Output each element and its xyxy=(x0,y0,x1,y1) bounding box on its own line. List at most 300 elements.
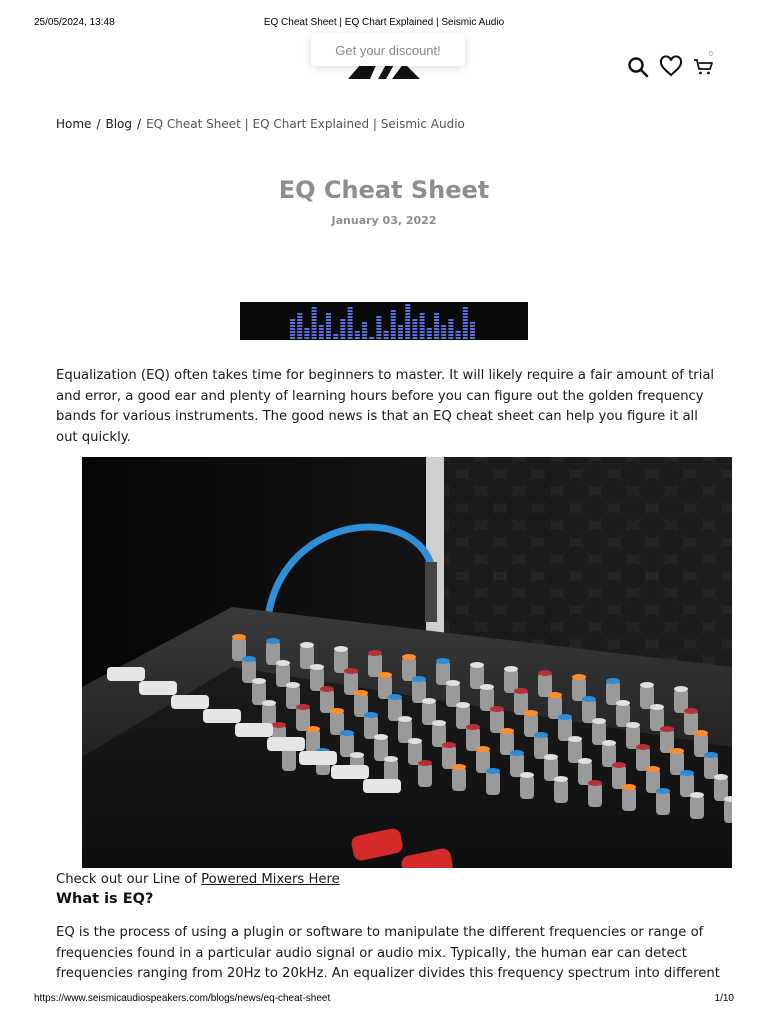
eq-bar-segment xyxy=(463,328,468,330)
eq-bar-segment xyxy=(362,334,367,336)
knob-cap xyxy=(368,650,382,656)
eq-bar-segment xyxy=(412,328,417,330)
knob-cap xyxy=(306,726,320,732)
eq-bar-segment xyxy=(470,325,475,327)
fader-cap xyxy=(331,765,369,779)
fader-cap xyxy=(299,751,337,765)
knob-cap xyxy=(242,656,256,662)
eq-bar-segment xyxy=(448,337,453,339)
eq-bar-segment xyxy=(355,337,360,339)
knob-cap xyxy=(344,668,358,674)
eq-bar-segment xyxy=(463,316,468,318)
article-date: January 03, 2022 xyxy=(331,214,437,227)
knob-cap xyxy=(466,724,480,730)
eq-bar-segment xyxy=(297,337,302,339)
knob-body xyxy=(622,787,636,811)
knob-cap xyxy=(384,756,398,762)
eq-bar-segment xyxy=(319,331,324,333)
eq-bar-segment xyxy=(463,337,468,339)
eq-bar-segment xyxy=(312,337,317,339)
eq-bar-segment xyxy=(434,316,439,318)
knob-cap xyxy=(646,766,660,772)
knob-cap xyxy=(296,704,310,710)
breadcrumb-separator: / xyxy=(137,117,142,131)
eq-bar-segment xyxy=(434,331,439,333)
eq-bar-segment xyxy=(319,334,324,336)
knob-cap xyxy=(276,660,290,666)
knob-cap xyxy=(418,760,432,766)
knob-cap xyxy=(684,708,698,714)
eq-bar-segment xyxy=(420,325,425,327)
eq-bar-segment xyxy=(290,337,295,339)
eq-bar-segment xyxy=(405,334,410,336)
knob-cap xyxy=(622,784,636,790)
knob-body xyxy=(418,763,432,787)
knob-cap xyxy=(656,788,670,794)
eq-bar-segment xyxy=(319,325,324,327)
eq-bar-segment xyxy=(420,328,425,330)
knob-cap xyxy=(442,742,456,748)
eq-bar-segment xyxy=(448,322,453,324)
eq-bar-segment xyxy=(434,328,439,330)
eq-bar-segment xyxy=(448,328,453,330)
knob-cap xyxy=(456,702,470,708)
section-body: EQ is the process of using a plugin or software to manipulate the different frequencies or range of frequencies found in a particular audio signal or audio mix. Typically, the human ear can detect frequencies ranging from 20Hz to 20kHz. An equalizer divides this frequency spectrum into different xyxy=(56,925,720,981)
knob-cap xyxy=(670,748,684,754)
eq-bar-segment xyxy=(463,325,468,327)
eq-bar-segment xyxy=(297,322,302,324)
knob-body xyxy=(554,779,568,803)
print-header xyxy=(0,17,768,33)
eq-bar-segment xyxy=(391,325,396,327)
eq-bar-segment xyxy=(333,337,338,339)
knob-cap xyxy=(432,720,446,726)
eq-bar-segment xyxy=(326,325,331,327)
eq-bar-segment xyxy=(463,313,468,315)
search-icon[interactable] xyxy=(626,55,650,79)
knob-cap xyxy=(486,768,500,774)
photo-caption xyxy=(56,870,340,890)
knob-cap xyxy=(690,792,704,798)
knob-cap xyxy=(320,686,334,692)
breadcrumb xyxy=(56,117,465,131)
eq-bar-segment xyxy=(427,337,432,339)
knob-cap xyxy=(388,694,402,700)
caption-prefix: Check out our Line of xyxy=(56,872,202,887)
eq-bar-segment xyxy=(434,319,439,321)
knob-cap xyxy=(704,752,718,758)
eq-bar-segment xyxy=(326,319,331,321)
heart-icon[interactable] xyxy=(659,55,683,79)
knob-cap xyxy=(408,738,422,744)
knob-cap xyxy=(640,682,654,688)
eq-bar-segment xyxy=(434,337,439,339)
eq-bar-segment xyxy=(348,328,353,330)
eq-bar-segment xyxy=(398,331,403,333)
eq-bar-segment xyxy=(355,331,360,333)
knob-cap xyxy=(374,734,388,740)
eq-bar-segment xyxy=(312,325,317,327)
fader-cap xyxy=(171,695,209,709)
eq-bar-segment xyxy=(326,337,331,339)
knob-cap xyxy=(334,646,348,652)
knob-body xyxy=(656,791,670,815)
eq-bar-segment xyxy=(319,337,324,339)
eq-bar-segment xyxy=(441,328,446,330)
eq-bar-segment xyxy=(420,313,425,315)
eq-bar-segment xyxy=(326,334,331,336)
eq-bar-segment xyxy=(340,319,345,321)
eq-bar-segment xyxy=(441,331,446,333)
eq-bar-segment xyxy=(312,334,317,336)
knob-cap xyxy=(714,774,728,780)
eq-bar-segment xyxy=(412,322,417,324)
knob-cap xyxy=(636,744,650,750)
knob-body xyxy=(690,795,704,819)
knob-cap xyxy=(520,772,534,778)
breadcrumb-blog[interactable]: Blog xyxy=(105,117,133,131)
breadcrumb-home[interactable]: Home xyxy=(56,117,92,131)
eq-bar-segment xyxy=(326,328,331,330)
powered-mixers-link[interactable]: Powered Mixers Here xyxy=(201,872,340,887)
knob-body xyxy=(452,767,466,791)
fader-cap xyxy=(203,709,241,723)
knob-cap xyxy=(680,770,694,776)
eq-bar-segment xyxy=(470,337,475,339)
knob-cap xyxy=(572,674,586,680)
eq-visualizer-image xyxy=(240,302,528,340)
knob-body xyxy=(520,775,534,799)
knob-cap xyxy=(452,764,466,770)
eq-bar-segment xyxy=(470,328,475,330)
eq-bar-segment xyxy=(391,319,396,321)
discount-button[interactable]: Get your discount! xyxy=(311,34,465,66)
knob-cap xyxy=(568,736,582,742)
eq-bar-segment xyxy=(448,325,453,327)
knob-body xyxy=(724,799,732,823)
eq-bar-segment xyxy=(405,307,410,309)
eq-bar-segment xyxy=(312,328,317,330)
eq-bar-segment xyxy=(405,328,410,330)
eq-bar-segment xyxy=(398,337,403,339)
eq-bar-segment xyxy=(348,316,353,318)
eq-bar-segment xyxy=(312,310,317,312)
knob-cap xyxy=(310,664,324,670)
eq-bar-segment xyxy=(456,331,461,333)
eq-bar-segment xyxy=(340,325,345,327)
knob-cap xyxy=(538,670,552,676)
eq-bar-segment xyxy=(420,331,425,333)
eq-bar-segment xyxy=(369,337,374,339)
knob-cap xyxy=(504,666,518,672)
eq-bar-segment xyxy=(434,325,439,327)
knob-cap xyxy=(578,758,592,764)
eq-bar-segment xyxy=(405,316,410,318)
knob-cap xyxy=(422,698,436,704)
eq-bar-segment xyxy=(420,334,425,336)
eq-bar-segment xyxy=(297,316,302,318)
eq-bar-segment xyxy=(391,310,396,312)
knob-cap xyxy=(300,642,314,648)
knob-cap xyxy=(340,730,354,736)
eq-bar-segment xyxy=(405,331,410,333)
eq-bar-segment xyxy=(391,331,396,333)
eq-bar-segment xyxy=(362,328,367,330)
print-url: https://www.seismicaudiospeakers.com/blogs/news/eq-cheat-sheet xyxy=(34,993,331,1004)
knob-cap xyxy=(350,752,364,758)
knob-cap xyxy=(548,692,562,698)
eq-bar-segment xyxy=(391,328,396,330)
eq-bar-segment xyxy=(312,319,317,321)
eq-bar-segment xyxy=(297,319,302,321)
eq-bar-segment xyxy=(463,322,468,324)
knob-cap xyxy=(354,690,368,696)
eq-bar-segment xyxy=(348,337,353,339)
fader-cap xyxy=(139,681,177,695)
fader-cap xyxy=(363,779,401,793)
knob-cap xyxy=(480,684,494,690)
eq-bar-segment xyxy=(348,319,353,321)
eq-bar-segment xyxy=(355,334,360,336)
eq-bar-segment xyxy=(463,310,468,312)
eq-bar-segment xyxy=(427,334,432,336)
fader-cap xyxy=(235,723,273,737)
eq-bar-segment xyxy=(470,331,475,333)
eq-bar-segment xyxy=(405,325,410,327)
eq-bar-segment xyxy=(470,334,475,336)
eq-bar-segment xyxy=(420,322,425,324)
print-datetime: 25/05/2024, 13:48 xyxy=(34,17,115,28)
eq-bar-segment xyxy=(391,313,396,315)
eq-bar-segment xyxy=(304,328,309,330)
eq-bar-segment xyxy=(290,331,295,333)
section-heading: What is EQ? xyxy=(56,891,154,907)
knob-cap xyxy=(616,700,630,706)
eq-bar-segment xyxy=(312,316,317,318)
eq-bar-segment xyxy=(420,337,425,339)
breadcrumb-separator: / xyxy=(96,117,101,131)
eq-bar-segment xyxy=(348,334,353,336)
eq-bar-segment xyxy=(448,334,453,336)
eq-bar-segment xyxy=(333,334,338,336)
knob-cap xyxy=(272,722,286,728)
eq-bar-segment xyxy=(348,331,353,333)
eq-bar-segment xyxy=(326,316,331,318)
eq-bar-segment xyxy=(340,337,345,339)
eq-bar-segment xyxy=(304,331,309,333)
eq-bar-segment xyxy=(412,331,417,333)
eq-bar-segment xyxy=(348,310,353,312)
eq-bar-segment xyxy=(362,337,367,339)
eq-bar-segment xyxy=(297,313,302,315)
knob-cap xyxy=(262,700,276,706)
eq-bar-segment xyxy=(434,322,439,324)
knob-cap xyxy=(510,750,524,756)
eq-bar-segment xyxy=(340,334,345,336)
knob-cap xyxy=(470,662,484,668)
eq-bar-segment xyxy=(391,334,396,336)
knob-body xyxy=(588,783,602,807)
knob-cap xyxy=(694,730,708,736)
eq-bar-segment xyxy=(448,331,453,333)
breadcrumb-current: EQ Cheat Sheet | EQ Chart Explained | Seismic Audio xyxy=(146,117,465,131)
eq-bar-segment xyxy=(304,334,309,336)
eq-bar-segment xyxy=(312,313,317,315)
eq-bar-segment xyxy=(297,325,302,327)
knob-cap xyxy=(412,676,426,682)
knob-cap xyxy=(398,716,412,722)
knob-cap xyxy=(446,680,460,686)
eq-bar-segment xyxy=(326,313,331,315)
eq-bar-segment xyxy=(297,331,302,333)
eq-bar-segment xyxy=(405,337,410,339)
eq-bar-segment xyxy=(384,331,389,333)
eq-bar-segment xyxy=(405,313,410,315)
eq-bar-segment xyxy=(412,325,417,327)
eq-bar-segment xyxy=(297,334,302,336)
knob-cap xyxy=(602,740,616,746)
fader-cap xyxy=(267,737,305,751)
eq-bar-segment xyxy=(398,328,403,330)
knob-cap xyxy=(266,638,280,644)
knob-cap xyxy=(364,712,378,718)
eq-bar-segment xyxy=(405,319,410,321)
knob-cap xyxy=(626,722,640,728)
eq-bar-segment xyxy=(427,331,432,333)
eq-bar-segment xyxy=(463,334,468,336)
eq-bar-segment xyxy=(376,334,381,336)
eq-bar-segment xyxy=(412,337,417,339)
eq-bar-segment xyxy=(297,328,302,330)
eq-bar-segment xyxy=(340,331,345,333)
knob-cap xyxy=(232,634,246,640)
eq-bar-segment xyxy=(456,334,461,336)
eq-bar-segment xyxy=(348,322,353,324)
eq-bar-segment xyxy=(362,322,367,324)
eq-bar-segment xyxy=(441,337,446,339)
knob-body xyxy=(486,771,500,795)
audio-mixer-photo xyxy=(82,457,732,868)
knob-cap xyxy=(554,776,568,782)
eq-bar-segment xyxy=(391,322,396,324)
knob-cap xyxy=(476,746,490,752)
eq-bar-segment xyxy=(304,337,309,339)
eq-bar-segment xyxy=(463,307,468,309)
eq-bar-segment xyxy=(427,328,432,330)
eq-bar-segment xyxy=(376,316,381,318)
knob-cap xyxy=(660,726,674,732)
knob-cap xyxy=(500,728,514,734)
eq-bar-segment xyxy=(319,328,324,330)
eq-bar-segment xyxy=(441,334,446,336)
knob-cap xyxy=(436,658,450,664)
eq-bar-segment xyxy=(434,313,439,315)
eq-bar-segment xyxy=(448,319,453,321)
knob-cap xyxy=(606,678,620,684)
eq-bar-segment xyxy=(434,334,439,336)
knob-cap xyxy=(514,688,528,694)
eq-bar-segment xyxy=(384,337,389,339)
eq-bar-segment xyxy=(376,337,381,339)
eq-bar-segment xyxy=(456,337,461,339)
knob-cap xyxy=(582,696,596,702)
knob-cap xyxy=(650,704,664,710)
eq-bar-segment xyxy=(376,328,381,330)
eq-bar-segment xyxy=(412,319,417,321)
eq-bar-segment xyxy=(312,331,317,333)
eq-bar-segment xyxy=(398,334,403,336)
knob-cap xyxy=(402,654,416,660)
eq-bar-segment xyxy=(376,325,381,327)
eq-bar-segment xyxy=(405,304,410,306)
eq-bar-segment xyxy=(312,322,317,324)
eq-bar-segment xyxy=(376,322,381,324)
eq-bar-segment xyxy=(340,328,345,330)
eq-bar-segment xyxy=(312,307,317,309)
fader-cap xyxy=(107,667,145,681)
eq-bar-segment xyxy=(405,310,410,312)
knob-cap xyxy=(524,710,538,716)
eq-bar-segment xyxy=(376,331,381,333)
knob-cap xyxy=(534,732,548,738)
eq-bar-segment xyxy=(326,331,331,333)
eq-bar-segment xyxy=(290,322,295,324)
eq-bar-segment xyxy=(398,325,403,327)
print-page-number: 1/10 xyxy=(714,993,734,1004)
eq-bar-segment xyxy=(362,331,367,333)
cart-icon[interactable] xyxy=(692,55,716,79)
eq-bar-segment xyxy=(348,313,353,315)
eq-bar-segment xyxy=(470,322,475,324)
knob-cap xyxy=(544,754,558,760)
knob-cap xyxy=(252,678,266,684)
knob-cap xyxy=(378,672,392,678)
cart-count-badge: 0 xyxy=(709,51,713,58)
print-doc-title: EQ Cheat Sheet | EQ Chart Explained | Seismic Audio xyxy=(263,17,505,28)
eq-bar-segment xyxy=(463,319,468,321)
eq-bar-segment xyxy=(384,334,389,336)
eq-bar-segment xyxy=(405,322,410,324)
eq-bar-segment xyxy=(290,328,295,330)
eq-bar-segment xyxy=(441,325,446,327)
eq-bar-segment xyxy=(391,337,396,339)
knob-cap xyxy=(612,762,626,768)
article-intro: Equalization (EQ) often takes time for beginners to master. It will likely require a fair amount of trial and error, a good ear and plenty of learning hours before you can figure out the golden frequency bands for various instruments. The good news is that an EQ cheat sheet can help you figure it all out quickly. xyxy=(56,368,715,445)
knob-cap xyxy=(674,686,688,692)
eq-bar-segment xyxy=(290,319,295,321)
eq-bar-segment xyxy=(340,322,345,324)
eq-bar-segment xyxy=(420,319,425,321)
eq-bar-segment xyxy=(290,325,295,327)
knob-cap xyxy=(588,780,602,786)
eq-bar-segment xyxy=(412,334,417,336)
eq-bar-segment xyxy=(348,325,353,327)
article-title: EQ Cheat Sheet xyxy=(278,176,490,204)
eq-bar-segment xyxy=(326,322,331,324)
knob-cap xyxy=(286,682,300,688)
eq-bar-segment xyxy=(463,331,468,333)
eq-bar-segment xyxy=(290,334,295,336)
eq-bar-segment xyxy=(376,319,381,321)
print-footer xyxy=(0,993,768,1009)
eq-bar-segment xyxy=(420,316,425,318)
eq-bar-segment xyxy=(362,325,367,327)
knob-cap xyxy=(490,706,504,712)
eq-bar-segment xyxy=(348,307,353,309)
knob-cap xyxy=(592,718,606,724)
knob-cap xyxy=(558,714,572,720)
eq-bar-segment xyxy=(391,316,396,318)
